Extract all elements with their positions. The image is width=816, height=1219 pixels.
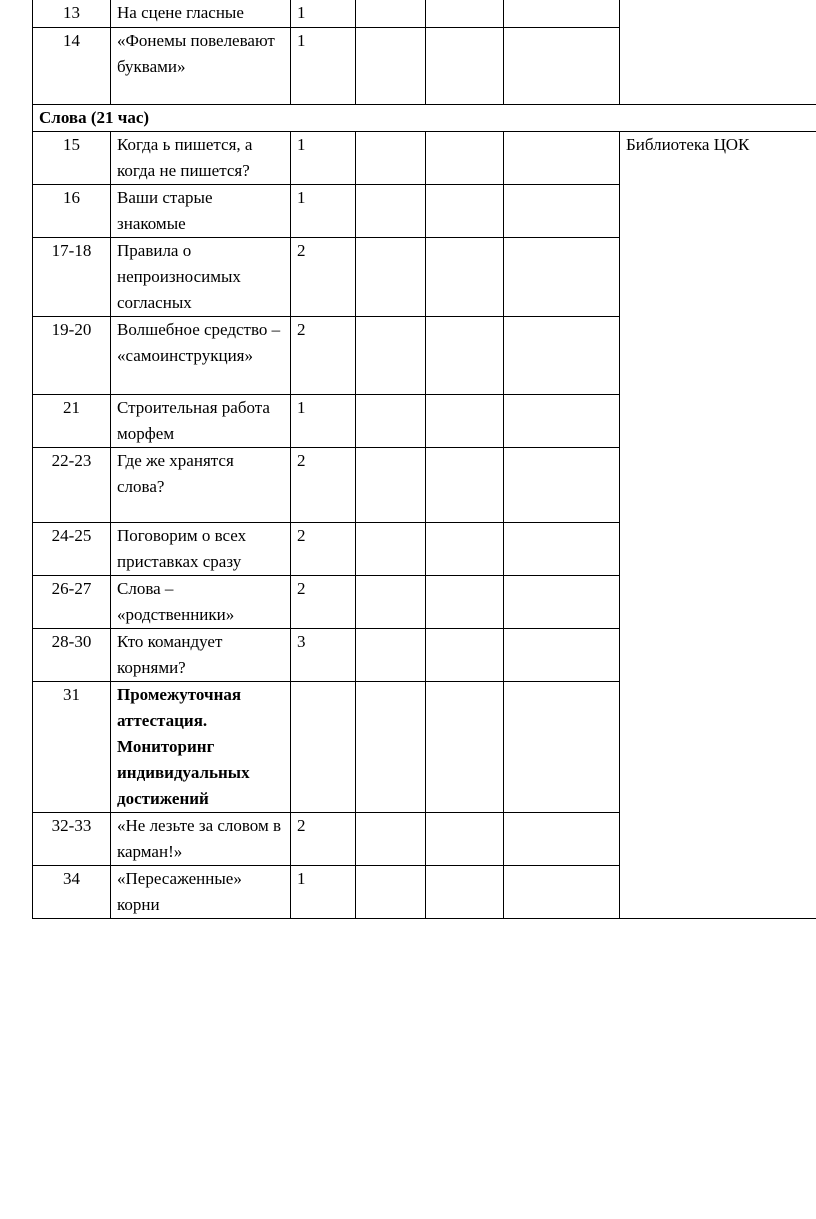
empty-cell [504, 184, 620, 237]
empty-cell [504, 681, 620, 812]
empty-cell [504, 522, 620, 575]
lesson-title: «Фонемы повелевают буквами» [111, 27, 291, 104]
empty-cell [426, 27, 504, 104]
lesson-hours: 1 [291, 0, 356, 27]
lesson-title: «Пересаженные» корни [111, 865, 291, 918]
empty-cell [356, 628, 426, 681]
empty-cell [504, 447, 620, 522]
lesson-hours: 2 [291, 812, 356, 865]
empty-cell [356, 316, 426, 394]
empty-cell [356, 0, 426, 27]
lesson-hours [291, 681, 356, 812]
lesson-title: Ваши старые знакомые [111, 184, 291, 237]
lesson-hours: 1 [291, 394, 356, 447]
empty-cell [356, 681, 426, 812]
lesson-number: 21 [33, 394, 111, 447]
empty-cell [356, 865, 426, 918]
lesson-number: 16 [33, 184, 111, 237]
empty-cell [426, 316, 504, 394]
table-row [33, 131, 816, 184]
lesson-hours: 1 [291, 27, 356, 104]
lesson-title: На сцене гласные [111, 0, 291, 27]
empty-cell [426, 131, 504, 184]
lesson-title: Слова – «родственники» [111, 575, 291, 628]
empty-cell [356, 575, 426, 628]
empty-cell [426, 628, 504, 681]
lesson-hours: 2 [291, 316, 356, 394]
lesson-hours: 2 [291, 447, 356, 522]
lesson-number: 17-18 [33, 237, 111, 316]
empty-cell [426, 522, 504, 575]
empty-cell [356, 27, 426, 104]
empty-cell [426, 865, 504, 918]
lesson-title: Правила о непроизносимых согласных [111, 237, 291, 316]
empty-cell [504, 0, 620, 27]
lesson-hours: 2 [291, 237, 356, 316]
empty-cell [356, 394, 426, 447]
empty-cell [426, 447, 504, 522]
empty-cell [504, 316, 620, 394]
table-row [33, 0, 816, 27]
lesson-title: Где же хранятся слова? [111, 447, 291, 522]
empty-cell [426, 575, 504, 628]
lesson-hours: 3 [291, 628, 356, 681]
lesson-title: Поговорим о всех приставках сразу [111, 522, 291, 575]
lesson-number: 19-20 [33, 316, 111, 394]
resource-cell [620, 0, 816, 104]
lesson-hours: 2 [291, 575, 356, 628]
lesson-hours: 1 [291, 865, 356, 918]
empty-cell [504, 237, 620, 316]
lesson-title: Строительная работа морфем [111, 394, 291, 447]
lesson-title: Волшебное средство – «самоинструкция» [111, 316, 291, 394]
empty-cell [356, 184, 426, 237]
lesson-number: 22-23 [33, 447, 111, 522]
empty-cell [504, 27, 620, 104]
lesson-hours: 2 [291, 522, 356, 575]
empty-cell [356, 447, 426, 522]
lesson-number: 13 [33, 0, 111, 27]
resource-cell: Библиотека ЦОК [620, 131, 816, 918]
lesson-number: 31 [33, 681, 111, 812]
lesson-title: Кто командует корнями? [111, 628, 291, 681]
empty-cell [356, 237, 426, 316]
empty-cell [504, 628, 620, 681]
empty-cell [504, 131, 620, 184]
empty-cell [504, 865, 620, 918]
empty-cell [426, 812, 504, 865]
section-row [33, 104, 816, 131]
empty-cell [426, 394, 504, 447]
empty-cell [504, 575, 620, 628]
lesson-number: 15 [33, 131, 111, 184]
empty-cell [356, 131, 426, 184]
lesson-number: 32-33 [33, 812, 111, 865]
lesson-number: 14 [33, 27, 111, 104]
lesson-number: 26-27 [33, 575, 111, 628]
empty-cell [426, 237, 504, 316]
empty-cell [426, 184, 504, 237]
empty-cell [356, 522, 426, 575]
lesson-hours: 1 [291, 184, 356, 237]
lesson-title: Когда ь пишется, а когда не пишется? [111, 131, 291, 184]
lesson-number: 24-25 [33, 522, 111, 575]
lesson-title: «Не лезьте за словом в карман!» [111, 812, 291, 865]
lesson-hours: 1 [291, 131, 356, 184]
section-heading: Слова (21 час) [33, 104, 816, 131]
lesson-number: 28-30 [33, 628, 111, 681]
empty-cell [426, 681, 504, 812]
lesson-number: 34 [33, 865, 111, 918]
empty-cell [504, 812, 620, 865]
empty-cell [356, 812, 426, 865]
curriculum-table [32, 0, 816, 919]
lesson-title: Промежуточная аттестация. Мониторинг индивидуальных достижений [111, 681, 291, 812]
empty-cell [504, 394, 620, 447]
empty-cell [426, 0, 504, 27]
